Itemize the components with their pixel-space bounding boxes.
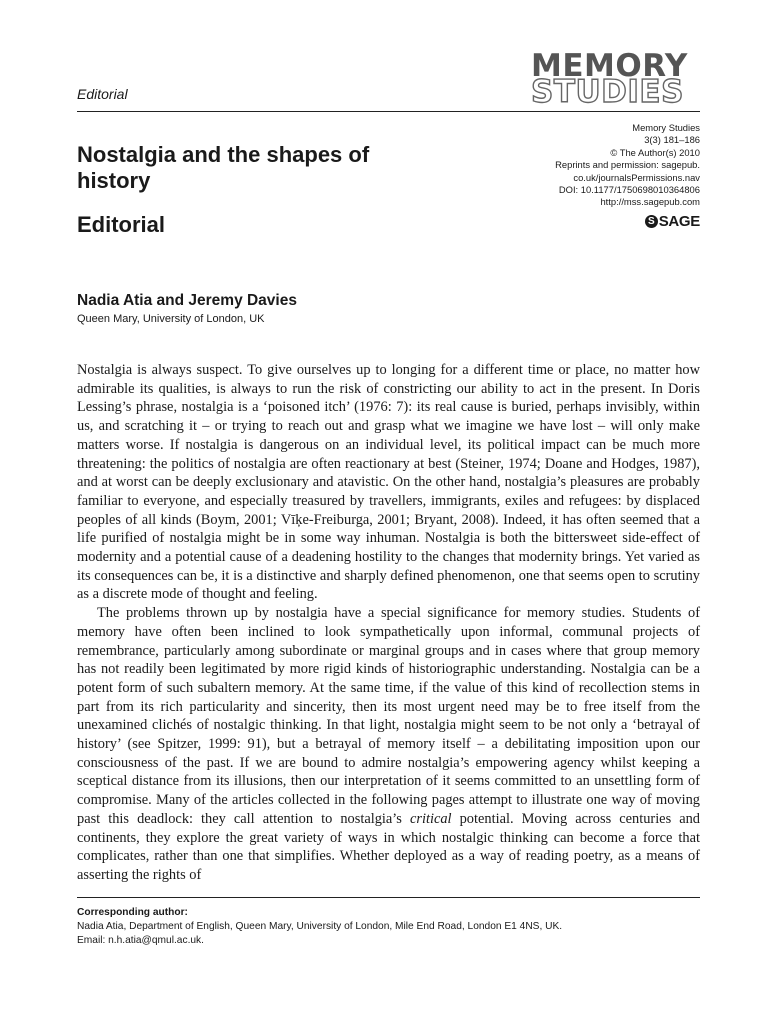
- footnote-email[interactable]: Email: n.h.atia@qmul.ac.uk.: [77, 935, 204, 946]
- footnote-divider: [77, 897, 700, 898]
- affiliation: Queen Mary, University of London, UK: [77, 313, 265, 325]
- footnote-heading: Corresponding author:: [77, 907, 188, 918]
- emphasis-critical: critical: [409, 810, 452, 827]
- journal-name: Memory Studies: [632, 122, 700, 133]
- section-label: Editorial: [77, 86, 128, 102]
- corresponding-author-note: [77, 906, 700, 948]
- publisher-logo: [645, 213, 700, 230]
- article-subtitle: Editorial: [77, 212, 166, 237]
- publisher-name: SAGE: [658, 213, 700, 230]
- paragraph-1: Nostalgia is always suspect. To give ourselves up to longing for a different time or place, no matter how admirable its qualities, is always to run the risk of constricting our ability to act in the present. In Doris Lessing’s phrase, nostalgia is a ‘poisoned itch’ (1976: 7): its real cause is buried, perhaps invisibly, within us, and scratching it – or trying to reach out and grasp what we imagine we have lost – will only make matters worse. If nostalgia is dangerous on an individual level, its political impact can be much more threatening: the politics of nostalgia are often reactionary at best (Steiner, 1974; Doane and Hodges, 1987), and at worst can be deeply exclusionary and atavistic. On the other hand, nostalgia’s pleasures are probably familiar to everyone, and especially treasured by travellers, immigrants, exiles and refugees: by displaced peoples of all kinds (Boym, 2001; Vīķe-Freiburga, 2001; Bryant, 2008). Indeed, it has often seemed that a life purified of nostalgia might be in some way inhuman. Nostalgia is both the bittersweet side-effect of modernity and a potential cause of a deadening hostility to the changes that modernity brings. Yet varied as its consequences can be, it is a distinctive and sharply defined phenomenon, one that seems open to scrutiny as a discrete mode of thought and feeling.: [77, 362, 700, 603]
- header-divider: [77, 111, 700, 112]
- volume-issue: 3(3) 181–186: [644, 134, 700, 146]
- reprints-line-1: Reprints and permission: sagepub.: [555, 159, 700, 171]
- copyright: © The Author(s) 2010: [610, 146, 700, 158]
- paragraph-2: [77, 604, 700, 885]
- paragraph-2-part-a: The problems thrown up by nostalgia have a special significance for memory studies. Students of memory have often been inclined to look sympathetically upon informal, communal projects of remembrance, particularly among subordinate or marginal groups and in cases where that group memory has not readily been legitimated by more rigid kinds of historiographic understanding. Nostalgia can be a potent form of such subaltern memory. At the same time, if the value of this kind of recollection stems in part from its rich particularity and sincerity, then its most urgent need may be to free itself from the unexamined clichés of nostalgic thinking. In that light, nostalgia might seem to be not only a ‘betrayal of history’ (see Spitzer, 1999: 91), but a betrayal of memory itself – a debilitating imposition upon our consciousness of the past. If we are bound to admire nostalgia’s empowering agency whilst keeping a sceptical distance from its illusions, then our interpretation of it seems committed to an unsettling form of compromise. Many of the articles collected in the following pages attempt to illustrate one way of moving past this deadlock: they call attention to nostalgia’s: [77, 605, 700, 827]
- journal-logo-line1: MEMORY: [531, 48, 688, 84]
- footnote-address: Nadia Atia, Department of English, Queen Mary, University of London, Mile End Road, London E1 4NS, UK.: [77, 921, 563, 932]
- paragraph-2-part-b: potential. Moving across centuries and continents, they explore the great variety of ways in which nostalgic thinking can become a force that complicates, rather than one that simplifies. Whether deployed as a way of reading poetry, as a means of asserting the rights of: [77, 810, 701, 883]
- journal-url[interactable]: http://mss.sagepub.com: [600, 196, 700, 208]
- doi[interactable]: DOI: 10.1177/1750698010364806: [558, 184, 700, 196]
- article-metadata: [555, 122, 700, 209]
- journal-logo: [531, 48, 701, 110]
- reprints-line-2[interactable]: co.uk/journalsPermissions.nav: [573, 171, 700, 183]
- journal-logo-line2: STUDIES: [531, 74, 684, 110]
- authors: Nadia Atia and Jeremy Davies: [77, 292, 297, 309]
- article-title: Nostalgia and the shapes of history: [77, 142, 370, 193]
- article-body: [77, 361, 700, 885]
- sage-circle-icon: S: [645, 215, 658, 228]
